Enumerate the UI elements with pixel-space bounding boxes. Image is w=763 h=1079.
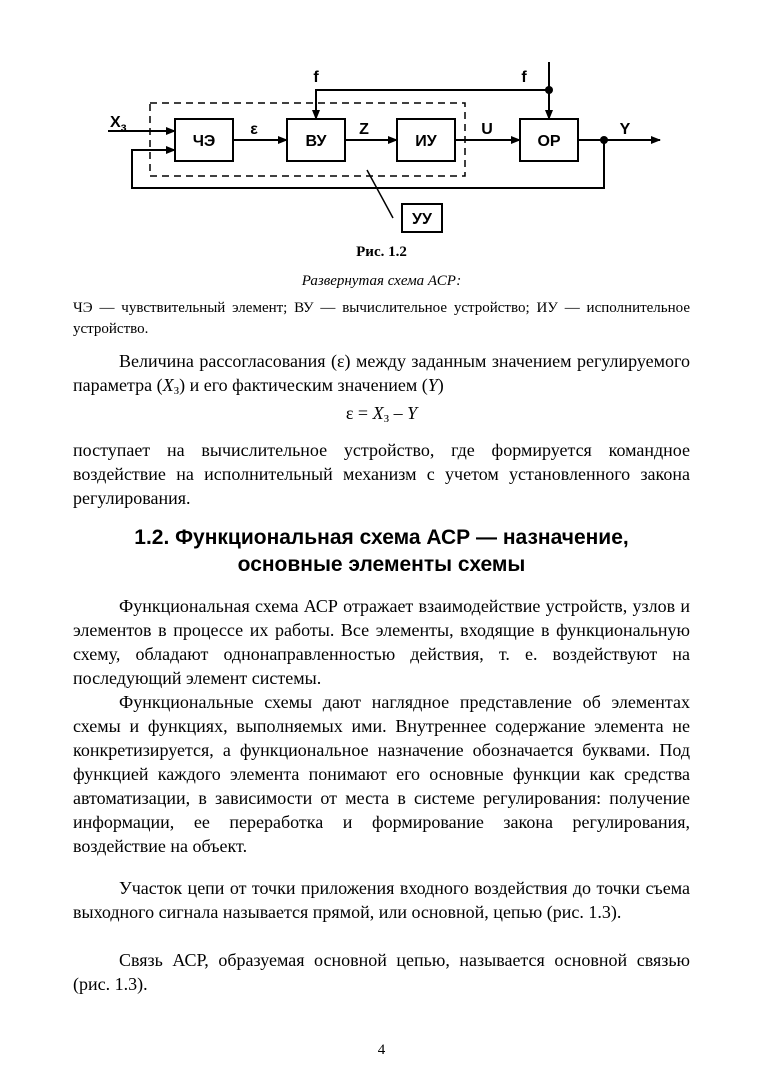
p1-x-sub: З: [173, 385, 180, 397]
paragraph-functional-scheme: Функциональная схема АСР отражает взаимодействие устройств, узлов и элементов в процессе их работы. Все элементы, входящие в функциональную схему, обладают однонаправленностью действия, т. е. воздействуют на последующий элемент системы.: [73, 596, 690, 688]
figure-title: Развернутая схема АСР:: [301, 273, 462, 289]
heading-line-2: основные элементы схемы: [237, 553, 526, 576]
block-or-label: ОР: [537, 133, 561, 150]
p1-x: X: [162, 375, 174, 395]
signal-epsilon-label: ε: [250, 121, 258, 138]
p1-part-a: Величина рассогласования (ε) между заданным значением регулируемого параметра (: [73, 351, 690, 395]
formula-x-sub: З: [383, 413, 390, 425]
paragraph-computing: поступает на вычислительное устройство, где формируется командное воздействие на исполнительный механизм с учетом установленного закона регулирования.: [73, 440, 690, 508]
signal-f2-label: f: [521, 69, 527, 86]
signal-x-sub: з: [120, 120, 127, 134]
heading-line-1: 1.2. Функциональная схема АСР — назначение,: [134, 526, 629, 549]
signal-y-label: Y: [619, 121, 631, 138]
page-number: 4: [377, 1042, 386, 1058]
p1-part-c: ): [437, 375, 444, 395]
asr-block-diagram: [0, 0, 763, 240]
signal-u-label: U: [481, 121, 493, 138]
paragraph-direct-chain: Участок цепи от точки приложения входного воздействия до точки съема выходного сигнала называется прямой, или основной, цепью (рис. 1.3).: [73, 878, 690, 922]
figure-number: Рис. 1.2: [356, 244, 407, 260]
block-che-label: ЧЭ: [192, 133, 216, 150]
paragraph-functional-elements: Функциональные схемы дают наглядное представление об элементах схемы и функциях, выполняемых ими. Внутреннее содержание элемента не конкретизируется, а функциональное назначение обозначается буквами. Под функцией каждого элемента понимают его основные функции как средства автоматизации, в зависимости от места в системе регулирования: получение информации, ее переработка и формирование закона регулирования, воздействие на объект.: [73, 692, 690, 856]
section-heading: [73, 524, 690, 578]
block-vu-label: ВУ: [305, 133, 327, 150]
block-iu-label: ИУ: [415, 133, 437, 150]
formula-x: X: [372, 403, 384, 423]
formula-rhs: – Y: [389, 403, 418, 423]
control-unit-pointer: [367, 170, 393, 218]
block-uu-label: УУ: [412, 211, 432, 228]
formula-lhs: ε =: [345, 403, 373, 423]
p1-part-b: ) и его фактическим значением (: [179, 375, 428, 395]
signal-f1-label: f: [313, 69, 319, 86]
signal-x: X: [110, 114, 121, 131]
figure-legend: ЧЭ — чувствительный элемент; ВУ — вычислительное устройство; ИУ — исполнительное устройство.: [73, 300, 690, 337]
formula-epsilon: [0, 403, 763, 424]
disturbance-node: [545, 86, 553, 94]
disturbance-line-vu: [316, 90, 549, 119]
paragraph-main-link: Связь АСР, образуемая основной цепью, называется основной связью (рис. 1.3).: [73, 950, 690, 994]
paragraph-mismatch: [73, 349, 690, 397]
signal-z-label: Z: [359, 121, 369, 138]
p1-y: Y: [427, 375, 438, 395]
